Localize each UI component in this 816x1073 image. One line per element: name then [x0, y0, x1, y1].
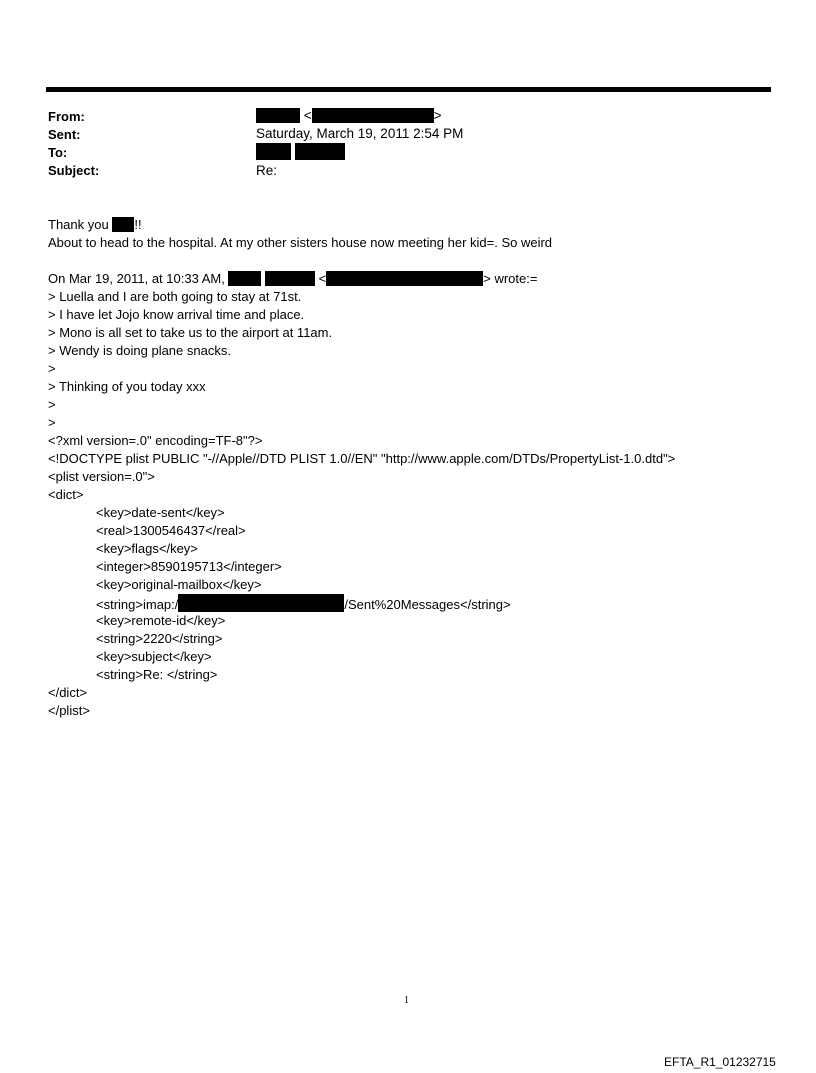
redaction-block	[112, 217, 134, 232]
redaction-block	[312, 108, 434, 123]
thanks-text: Thank you	[48, 217, 113, 232]
dict-line: <integer>8590195713</integer>	[96, 559, 282, 574]
quote-intro-text: On Mar 19, 2011, at 10:33 AM,	[48, 271, 229, 286]
to-value	[256, 143, 345, 160]
sent-label: Sent:	[48, 127, 81, 142]
redaction-block	[178, 594, 344, 612]
subject-value: Re:	[256, 163, 278, 178]
subject-label: Subject:	[48, 163, 100, 178]
from-open-bracket: <	[303, 108, 312, 123]
thanks-suffix: !!	[134, 217, 142, 232]
dict-line: <real>1300546437</real>	[96, 523, 246, 538]
imap-prefix: <string>imap:/	[96, 597, 179, 612]
to-label: To:	[48, 145, 68, 160]
redaction-block	[256, 143, 291, 160]
doctype-line: <!DOCTYPE plist PUBLIC "-//Apple//DTD PLIST 1.0//EN" "http://www.apple.com/DTDs/PropertyList-1.0.dtd">	[48, 451, 676, 466]
quoted-line: > Thinking of you today xxx	[48, 379, 206, 394]
from-label: From:	[48, 109, 85, 124]
redaction-block	[295, 143, 345, 160]
plist-open: <plist version=.0">	[48, 469, 155, 484]
dict-line: <key>flags</key>	[96, 541, 198, 556]
quote-intro	[48, 270, 537, 288]
xml-declaration: <?xml version=.0" encoding=TF-8"?>	[48, 433, 263, 448]
dict-close: </dict>	[48, 685, 88, 700]
quote-intro-suffix: > wrote:=	[483, 271, 538, 286]
dict-line: <key>date-sent</key>	[96, 505, 225, 520]
page-number: 1	[404, 995, 409, 1006]
sent-value: Saturday, March 19, 2011 2:54 PM	[256, 126, 464, 141]
dict-line: <string>Re: </string>	[96, 667, 218, 682]
header-rule	[46, 87, 771, 92]
body-line: About to head to the hospital. At my other sisters house now meeting her kid=. So weird	[48, 235, 553, 250]
quoted-line: >	[48, 397, 56, 412]
quoted-line: > Wendy is doing plane snacks.	[48, 343, 231, 358]
redaction-block	[256, 108, 300, 123]
plist-close: </plist>	[48, 703, 90, 718]
dict-line: <key>subject</key>	[96, 649, 212, 664]
quoted-line: > Luella and I are both going to stay at 71st.	[48, 289, 302, 304]
quoted-line: > I have let Jojo know arrival time and place.	[48, 307, 305, 322]
dict-open: <dict>	[48, 487, 84, 502]
redaction-block	[228, 271, 261, 286]
quoted-line: >	[48, 415, 56, 430]
dict-line: <string>2220</string>	[96, 631, 223, 646]
quoted-line: > Mono is all set to take us to the airport at 11am.	[48, 325, 333, 340]
from-value	[256, 108, 442, 123]
document-id: EFTA_R1_01232715	[664, 1055, 776, 1069]
thanks-line	[48, 216, 142, 234]
from-close-bracket: >	[433, 108, 442, 123]
dict-line: <key>remote-id</key>	[96, 613, 226, 628]
quote-intro-bracket: <	[318, 271, 327, 286]
redaction-block	[265, 271, 315, 286]
redaction-block	[326, 271, 483, 286]
dict-line: <key>original-mailbox</key>	[96, 577, 262, 592]
imap-line	[96, 594, 511, 614]
quoted-line: >	[48, 361, 56, 376]
imap-suffix: /Sent%20Messages</string>	[344, 597, 511, 612]
